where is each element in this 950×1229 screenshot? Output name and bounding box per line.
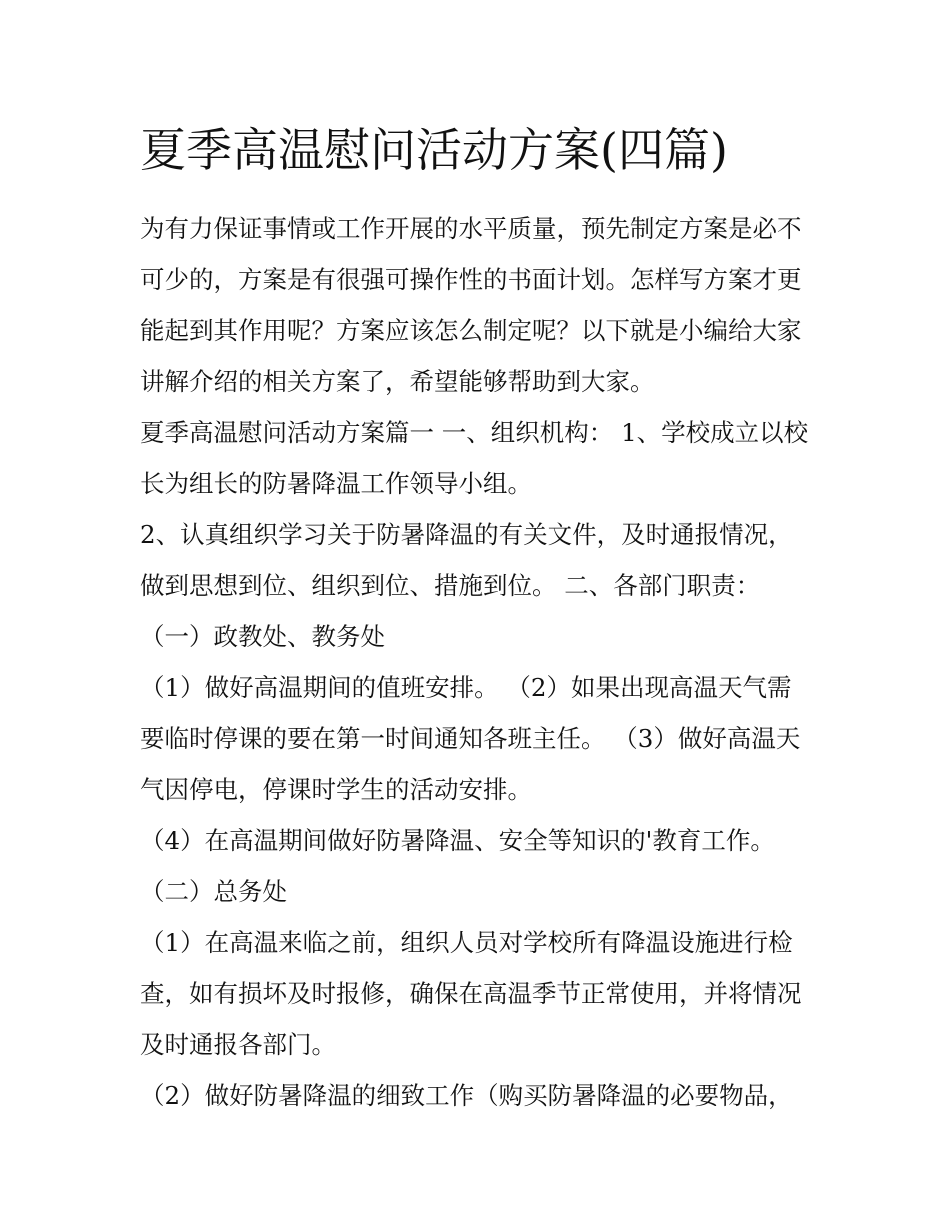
document-content: [140, 112, 820, 1121]
body-line: 可少的，方案是有很强可操作性的书面计划。怎样写方案才更: [140, 265, 802, 294]
body-line: （1）做好高温期间的值班安排。 （2）如果出现高温天气需: [140, 673, 792, 702]
body-line: 做到思想到位、组织到位、措施到位。 二、各部门职责：: [140, 571, 761, 600]
body-line: 2、认真组织学习关于防暑降温的有关文件，及时通报情况，: [140, 520, 793, 549]
body-line: 气因停电，停课时学生的活动安排。: [140, 775, 532, 804]
body-line: 为有力保证事情或工作开展的水平质量，预先制定方案是必不: [140, 214, 802, 243]
section-heading: （一）政教处、教务处: [140, 622, 385, 651]
document-title: 夏季高温慰问活动方案(四篇): [140, 123, 728, 177]
body-line: 讲解介绍的相关方案了，希望能够帮助到大家。: [140, 367, 655, 396]
body-line: （4）在高温期间做好防暑降温、安全等知识的'教育工作。: [140, 826, 775, 855]
body-line: （1）在高温来临之前，组织人员对学校所有降温设施进行检: [140, 928, 793, 957]
body-line: 长为组长的防暑降温工作领导小组。: [140, 469, 532, 498]
document-body: [140, 203, 820, 1121]
section-heading: （二）总务处: [140, 877, 287, 906]
body-line: 及时通报各部门。: [140, 1030, 336, 1059]
body-line: 能起到其作用呢？方案应该怎么制定呢？以下就是小编给大家: [140, 316, 802, 345]
body-line: 夏季高温慰问活动方案篇一 一、组织机构： 1、学校成立以校: [140, 418, 809, 447]
body-line: 查，如有损坏及时报修，确保在高温季节正常使用，并将情况: [140, 979, 802, 1008]
body-line: 要临时停课的要在第一时间通知各班主任。 （3）做好高温天: [140, 724, 801, 753]
body-line: （2）做好防暑降温的细致工作（购买防暑降温的必要物品，: [140, 1081, 793, 1110]
